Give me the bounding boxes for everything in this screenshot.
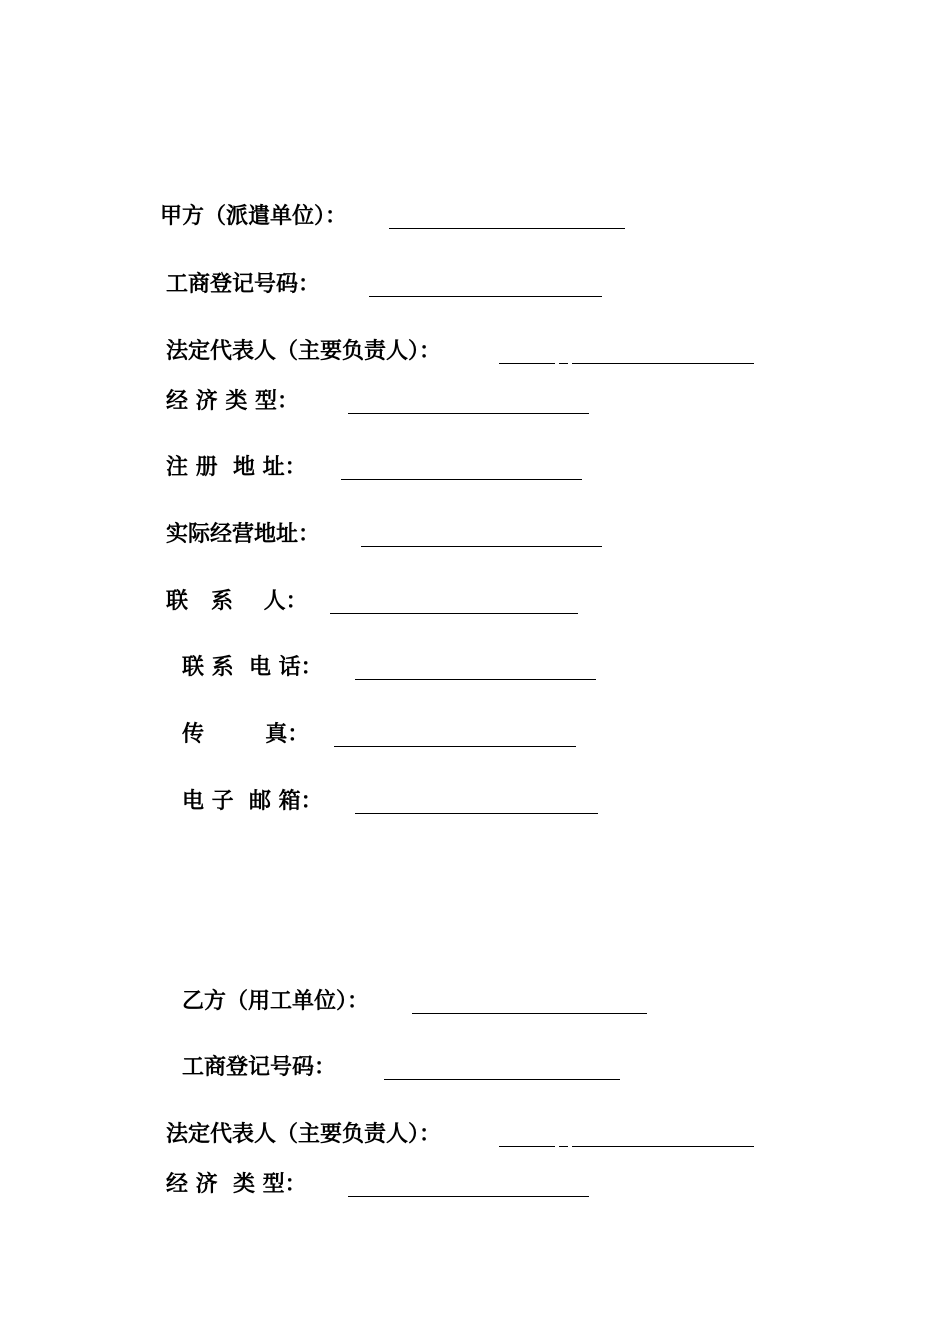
- party-a-name-field: [160, 200, 640, 232]
- party-a-phone-blank[interactable]: [355, 679, 596, 680]
- party-a-legal-rep-label: 法定代表人（主要负责人）：: [166, 339, 442, 364]
- party-a-name-label: 甲方（派遣单位）：: [160, 204, 348, 229]
- party-b-legal-rep-field: [166, 1118, 766, 1150]
- blank-segment: [559, 1146, 568, 1147]
- party-b-reg-no-field: [182, 1051, 632, 1083]
- party-b-reg-no-blank[interactable]: [384, 1079, 620, 1080]
- party-a-phone-field: [182, 651, 612, 683]
- party-a-fax-label: 传 真：: [182, 722, 310, 747]
- party-a-contact-field: [166, 585, 596, 617]
- party-a-contact-blank[interactable]: [330, 613, 578, 614]
- party-a-fax-blank[interactable]: [334, 746, 576, 747]
- party-a-reg-addr-label: 注 册 地 址：: [166, 455, 307, 480]
- party-a-email-blank[interactable]: [355, 813, 598, 814]
- party-a-actual-addr-field: [166, 518, 616, 550]
- party-b-reg-no-label: 工商登记号码：: [182, 1055, 337, 1080]
- party-a-reg-no-field: [166, 268, 616, 300]
- blank-segment: [572, 1146, 754, 1147]
- party-a-reg-addr-blank[interactable]: [341, 479, 582, 480]
- party-b-legal-rep-label: 法定代表人（主要负责人）：: [166, 1122, 442, 1147]
- party-a-contact-label: 联 系 人：: [166, 589, 308, 614]
- party-a-econ-type-blank[interactable]: [348, 413, 589, 414]
- party-a-actual-addr-blank[interactable]: [361, 546, 602, 547]
- party-b-econ-type-label: 经 济 类 型：: [166, 1172, 307, 1197]
- party-a-reg-no-label: 工商登记号码：: [166, 272, 321, 297]
- party-b-name-label: 乙方（用工单位）：: [182, 989, 370, 1014]
- party-a-actual-addr-label: 实际经营地址：: [166, 522, 321, 547]
- party-b-econ-type-blank[interactable]: [348, 1196, 589, 1197]
- party-b-name-field: [182, 985, 662, 1017]
- party-a-phone-label: 联 系 电 话：: [182, 655, 323, 680]
- blank-segment: [499, 363, 555, 364]
- party-a-fax-field: [182, 718, 592, 750]
- party-a-econ-type-field: [166, 385, 606, 417]
- party-a-name-blank[interactable]: [389, 228, 625, 229]
- party-a-legal-rep-field: [166, 335, 766, 367]
- blank-segment: [559, 363, 568, 364]
- party-a-email-field: [182, 785, 612, 817]
- party-a-econ-type-label: 经 济 类 型：: [166, 389, 299, 414]
- party-a-reg-no-blank[interactable]: [369, 296, 602, 297]
- party-a-email-label: 电 子 邮 箱：: [182, 789, 323, 814]
- blank-segment: [499, 1146, 555, 1147]
- party-a-reg-addr-field: [166, 451, 596, 483]
- party-b-econ-type-field: [166, 1168, 606, 1200]
- party-b-name-blank[interactable]: [412, 1013, 647, 1014]
- blank-segment: [572, 363, 754, 364]
